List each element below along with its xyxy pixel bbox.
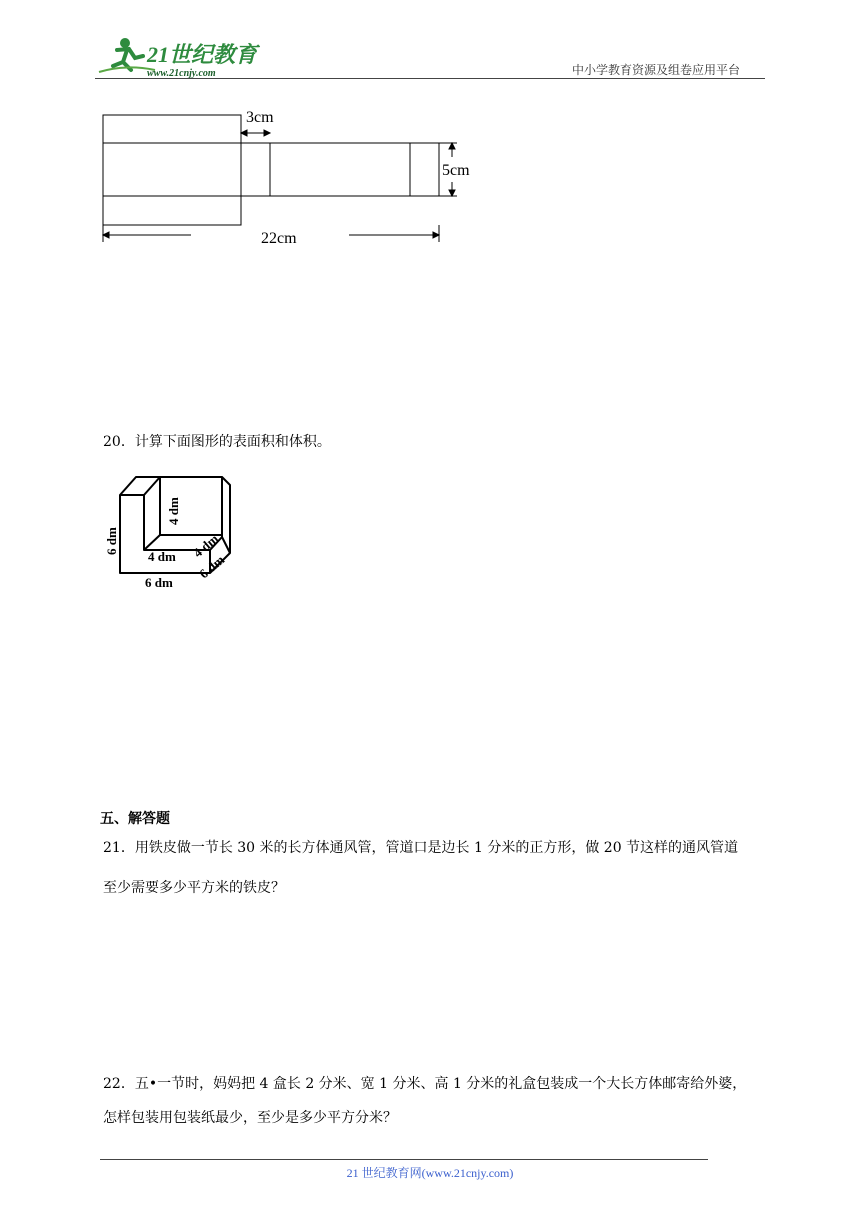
l-shaped-solid-figure: [100, 465, 240, 595]
box-label-inner-height: 4 dm: [166, 497, 181, 525]
footer-divider: [100, 1159, 708, 1160]
box-label-bottom: 6 dm: [145, 575, 173, 590]
cuboid-net-figure: [95, 105, 485, 255]
question-22-line-1: 22．五•一节时，妈妈把 4 盒长 2 分米、宽 1 分米、高 1 分米的礼盒包装成一个大长方体邮寄给外婆，: [103, 1076, 747, 1092]
net-label-3cm: 3cm: [246, 109, 274, 126]
footer-link[interactable]: 21 世纪教育网(www.21cnjy.com): [346, 1166, 514, 1180]
logo-url: www.21cnjy.com: [147, 68, 216, 79]
question-22-line-2: 怎样包装用包装纸最少，至少是多少平方分米？: [103, 1110, 397, 1126]
site-logo: [95, 36, 265, 80]
header-divider: [95, 78, 765, 79]
question-21-line-2: 至少需要多少平方米的铁皮？: [103, 880, 285, 896]
section-title: 五、解答题: [100, 811, 170, 827]
site-name: 中小学教育资源及组卷应用平台: [572, 63, 741, 77]
net-label-5cm: 5cm: [442, 162, 470, 179]
box-label-depth-inner: 4 dm: [190, 530, 222, 561]
box-label-inner-width: 4 dm: [148, 549, 176, 564]
box-label-height: 6 dm: [104, 527, 119, 555]
question-21-line-1: 21．用铁皮做一节长 30 米的长方体通风管，管道口是边长 1 分米的正方形，做 20 节这样的通风管道: [103, 840, 739, 856]
question-20-text: 20．计算下面图形的表面积和体积。: [103, 434, 331, 450]
net-label-22cm: 22cm: [261, 230, 297, 247]
logo-text: 21世纪教育: [147, 42, 258, 67]
box-label-depth: 6 dm: [196, 551, 228, 582]
